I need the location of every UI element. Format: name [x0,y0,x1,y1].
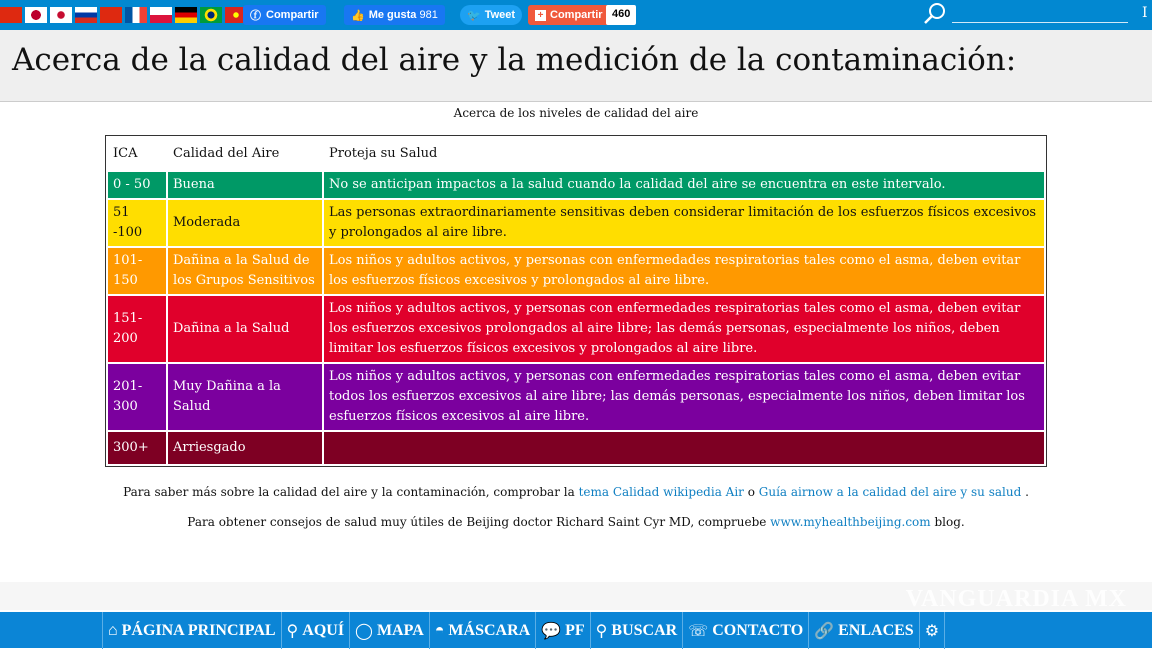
nav-item-página-principal[interactable] [102,612,281,649]
thumbs-up-icon: 👍 [351,9,365,22]
flag-france-icon[interactable] [125,7,147,23]
search-icon[interactable] [922,2,948,26]
facebook-share-button[interactable]: ⓕ Compartir [243,5,326,25]
myhealthbeijing-link[interactable]: www.myhealthbeijing.com [770,515,931,529]
header-ica: ICA [113,146,138,161]
nav-label: CONTACTO [712,621,804,639]
nav-label: PF [565,621,585,639]
cell-advice: Los niños y adultos activos, y personas con enfermedades respiratorias tales como el asma, deben evitar los esfuerzos físicos excesivos y prolongados al aire libre. [324,248,1044,294]
title-bar [0,30,1152,102]
table-row [108,200,1044,246]
nav-item-mapa[interactable] [349,612,429,649]
nav-icon: ◓ [434,621,445,639]
cell-quality: Buena [168,172,322,198]
cell-quality: Dañina a la Salud de los Grupos Sensitivos [168,248,322,294]
nav-item-aquí[interactable] [281,612,350,649]
twitter-icon: 🐦 [467,9,481,22]
table-row [108,172,1044,198]
nav-item-settings[interactable] [919,612,945,649]
cell-advice: Los niños y adultos activos, y personas con enfermedades respiratorias tales como el asma, deben evitar todos los esfuerzos excesivos al aire libre; las demás personas, especialmente los niños, deben limitar los esfuerzos físicos excesivos al aire libre. [324,364,1044,430]
nav-icon: ☏ [688,622,709,640]
more-info-note: Para saber más sobre la calidad del aire y la contaminación, comprobar la tema Calidad wikipedia Air o Guía airnow a la calidad del aire y su salud . [123,485,1029,499]
facebook-icon: ⓕ [250,10,261,22]
table-row [108,248,1044,294]
top-bar [0,0,1152,30]
cell-quality: Muy Dañina a la Salud [168,364,322,430]
menu-edge: I [1142,5,1148,21]
nav-icon: 💬 [541,622,562,640]
cell-ica: 51 -100 [108,200,166,246]
search-input[interactable] [952,22,1128,23]
cell-ica: 151-200 [108,296,166,362]
flag-germany-icon[interactable] [175,7,197,23]
nav-icon: ⚲ [286,622,299,640]
table-row [108,364,1044,430]
header-quality: Calidad del Aire [173,146,280,161]
wikipedia-link[interactable]: tema Calidad wikipedia Air [578,485,744,499]
cell-advice: Los niños y adultos activos, y personas con enfermedades respiratorias tales como el asma, deben evitar los esfuerzos excesivos prolongados al aire libre; las demás personas, especialmente los niños, deben limitar los esfuerzos físicos excesivos y prolongados al aire libre. [324,296,1044,362]
nav-item-contacto[interactable] [682,612,808,649]
nav-label: MAPA [376,621,424,639]
nav-label: PÁGINA PRINCIPAL [121,621,276,639]
cell-advice: Las personas extraordinariamente sensitivas deben considerar limitación de los esfuerzos físicos excesivos y prolongados al aire libre. [324,200,1044,246]
page-title: Acerca de la calidad del aire y la medición de la contaminación: [12,42,1017,78]
plus-icon: + [535,10,546,21]
cell-quality: Dañina a la Salud [168,296,322,362]
flag-poland-icon[interactable] [150,7,172,23]
table-row [108,296,1044,362]
nav-item-buscar[interactable] [590,612,683,649]
watermark: VANGUARDIA MX [905,586,1127,612]
nav-label: MÁSCARA [448,621,531,639]
health-advice-note: Para obtener consejos de salud muy útiles de Beijing doctor Richard Saint Cyr MD, compruebe www.myhealthbeijing.com blog. [187,515,965,529]
bottom-nav [0,611,1152,648]
cell-quality: Arriesgado [168,432,322,464]
cell-advice: No se anticipan impactos a la salud cuando la calidad del aire se encuentra en este intervalo. [324,172,1044,198]
cell-quality: Moderada [168,200,322,246]
cell-ica: 300+ [108,432,166,464]
flag-south-korea-icon[interactable] [50,7,72,23]
nav-icon: ⚲ [595,622,608,640]
tweet-button[interactable]: 🐦 Tweet [460,5,522,25]
airnow-link[interactable]: Guía airnow a la calidad del aire y su salud [758,485,1022,499]
table-caption: Acerca de los niveles de calidad del aire [453,106,699,120]
flag-brazil-icon[interactable] [200,7,222,23]
facebook-like-button[interactable]: 👍 Me gusta 981 [344,5,445,25]
cell-ica: 101-150 [108,248,166,294]
flag-china-icon[interactable] [0,7,22,23]
cell-advice [324,432,1044,464]
cell-ica: 0 - 50 [108,172,166,198]
flag-russia-icon[interactable] [75,7,97,23]
nav-item-enlaces[interactable] [808,612,919,649]
cell-ica: 201-300 [108,364,166,430]
nav-icon: ◯ [355,622,373,640]
language-flags [0,7,250,23]
nav-label: AQUÍ [302,621,345,639]
header-advice: Proteja su Salud [329,146,438,161]
nav-item-máscara[interactable] [429,612,535,649]
flag-hong-kong-icon[interactable] [100,7,122,23]
nav-icon: ⌂ [108,621,118,639]
flag-japan-icon[interactable] [25,7,47,23]
aqi-table [105,135,1047,467]
share-count: 460 [606,5,636,25]
nav-icon: ⚙ [924,622,940,640]
addthis-share-button[interactable]: + Compartir [528,5,610,25]
nav-item-pf[interactable] [535,612,589,649]
table-header [108,138,1044,170]
nav-label: BUSCAR [611,621,678,639]
table-row [108,432,1044,464]
nav-label: ENLACES [838,621,914,639]
nav-icon: 🔗 [814,622,835,640]
search-box[interactable] [922,2,1128,26]
